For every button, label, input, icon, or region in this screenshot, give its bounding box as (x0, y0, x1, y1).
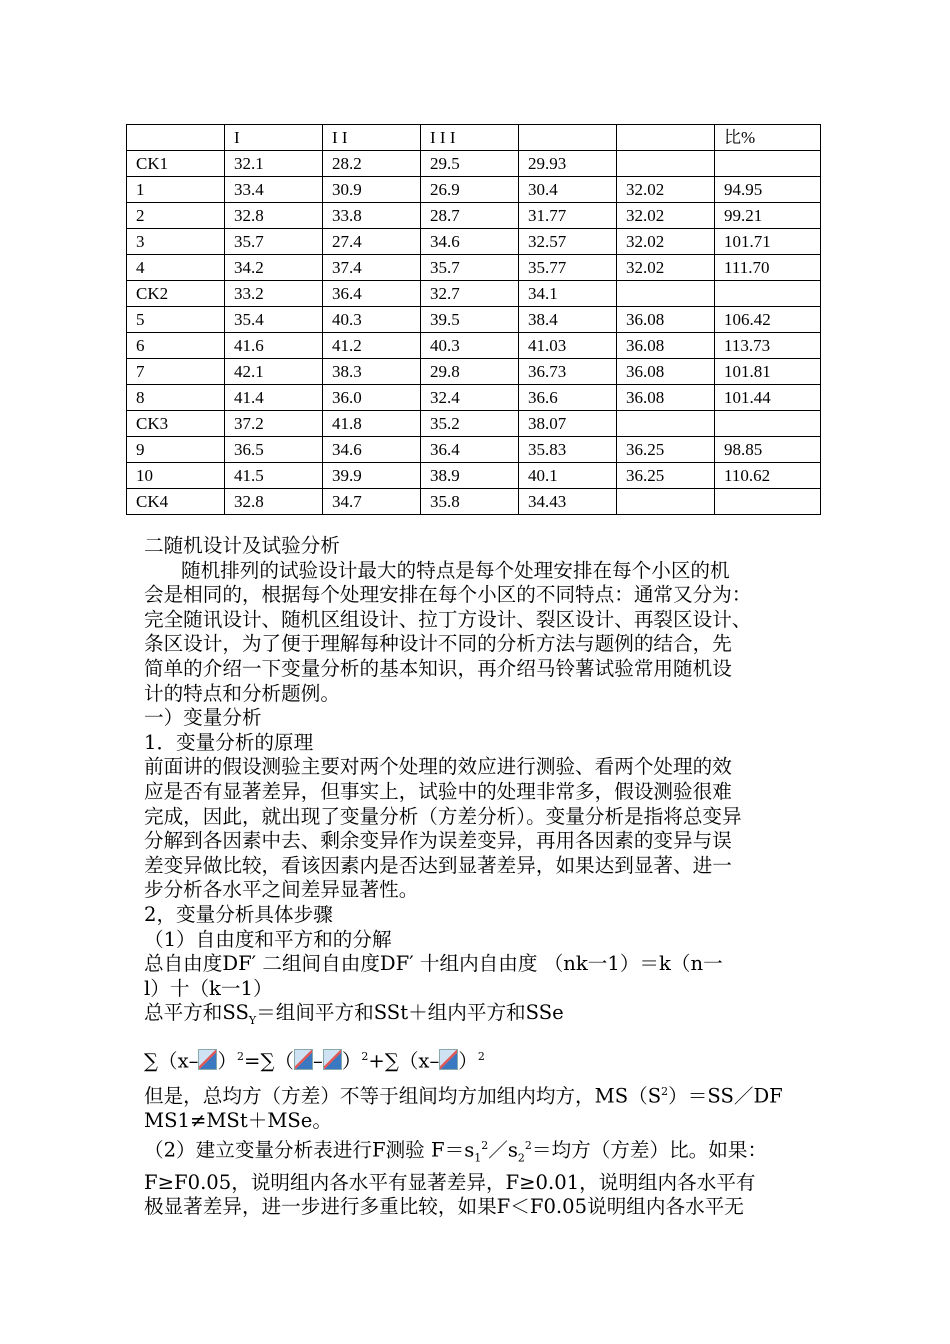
table-cell: 101.44 (715, 385, 821, 411)
table-cell: CK4 (127, 489, 225, 515)
text-run: ＝组间平方和SSt＋组内平方和SSe (256, 1001, 564, 1025)
paragraph-line: 应是否有显著差异，但事实上，试验中的处理非常多，假设测验很难 (144, 779, 732, 803)
table-cell: 30.4 (519, 177, 617, 203)
table-cell: 34.7 (323, 489, 421, 515)
table-cell: 35.77 (519, 255, 617, 281)
table-row (127, 281, 821, 307)
table-header-cell (617, 125, 715, 151)
formula-text: ） (217, 1049, 238, 1073)
table-cell (617, 411, 715, 437)
table-cell: 35.7 (225, 229, 323, 255)
table-cell (715, 151, 821, 177)
table-cell: 41.4 (225, 385, 323, 411)
formula-text: ） (341, 1049, 362, 1073)
table-cell: 33.4 (225, 177, 323, 203)
table-row (127, 411, 821, 437)
table-cell: 37.2 (225, 411, 323, 437)
table-row (127, 385, 821, 411)
superscript: 2 (361, 1049, 369, 1063)
table-cell: 4 (127, 255, 225, 281)
table-row (127, 489, 821, 515)
paragraph-line: 分解到各因素中去、剩余变异作为误差变异，再用各因素的变异与误 (144, 829, 732, 853)
table-cell: 36.6 (519, 385, 617, 411)
table-cell: 32.02 (617, 255, 715, 281)
paragraph-line (144, 1134, 816, 1171)
table-cell (715, 489, 821, 515)
superscript: 2 (481, 1138, 489, 1152)
paragraph-line: 前面讲的假设测验主要对两个处理的效应进行测验、看两个处理的效 (144, 755, 732, 779)
paragraph-line: 随机排列的试验设计最大的特点是每个处理安排在每个小区的机 (181, 558, 730, 582)
table-cell: 36.73 (519, 359, 617, 385)
table-cell: 37.4 (323, 255, 421, 281)
body-text (144, 534, 816, 1220)
table-cell: 41.5 (225, 463, 323, 489)
table-cell: 40.3 (323, 307, 421, 333)
table-cell: 36.25 (617, 463, 715, 489)
table-cell: 36.0 (323, 385, 421, 411)
table-cell: 32.02 (617, 229, 715, 255)
table-row (127, 359, 821, 385)
paragraph-line (144, 1001, 816, 1034)
table-cell: CK3 (127, 411, 225, 437)
paragraph-line: 会是相同的，根据每个处理安排在每个小区的不同特点：通常又分为： (144, 583, 752, 607)
text-run: （2）建立变量分析表进行F测验 F＝s (144, 1138, 475, 1162)
table-cell: 101.81 (715, 359, 821, 385)
subsection-heading: （1）自由度和平方和的分解 (144, 927, 392, 951)
superscript: 2 (477, 1049, 485, 1063)
table-header-cell: 比% (715, 125, 821, 151)
table-cell: 42.1 (225, 359, 323, 385)
table-cell: 98.85 (715, 437, 821, 463)
table-cell: 35.8 (421, 489, 519, 515)
subsection-heading: 2，变量分析具体步骤 (144, 902, 333, 926)
table-cell: 36.5 (225, 437, 323, 463)
subscript: 2 (517, 1150, 525, 1164)
text-run: 总平方和SS (144, 1001, 249, 1025)
table-row (127, 437, 821, 463)
table-cell: 2 (127, 203, 225, 229)
paragraph-line (144, 1080, 816, 1109)
table-cell: 28.2 (323, 151, 421, 177)
table-cell (617, 281, 715, 307)
formula-text: ） (458, 1049, 478, 1073)
table-cell: 32.7 (421, 281, 519, 307)
table-cell: 36.25 (617, 437, 715, 463)
table-cell (715, 411, 821, 437)
table-cell: 3 (127, 229, 225, 255)
paragraph-line: 计的特点和分析题例。 (144, 681, 340, 705)
table-cell: 34.2 (225, 255, 323, 281)
table-cell: 38.07 (519, 411, 617, 437)
table-cell (715, 281, 821, 307)
table-cell: 94.95 (715, 177, 821, 203)
table-row (127, 307, 821, 333)
table-cell: 36.08 (617, 359, 715, 385)
table-cell: 36.4 (421, 437, 519, 463)
table-cell: 106.42 (715, 307, 821, 333)
table-cell: 35.7 (421, 255, 519, 281)
formula-text: – (313, 1049, 323, 1073)
table-cell: 31.77 (519, 203, 617, 229)
table-cell: 10 (127, 463, 225, 489)
table-cell: 27.4 (323, 229, 421, 255)
table-row (127, 255, 821, 281)
text-run: ＝均方（方差）比。如果： (531, 1138, 768, 1162)
table-cell: 34.1 (519, 281, 617, 307)
table-cell: 38.3 (323, 359, 421, 385)
table-cell: 35.2 (421, 411, 519, 437)
table-cell (617, 489, 715, 515)
subscript: Y (248, 1014, 257, 1028)
paragraph-line: 完成，因此，就出现了变量分析（方差分析）。变量分析是指将总变异 (144, 804, 742, 828)
broken-image-icon (198, 1049, 217, 1070)
table-cell: 35.4 (225, 307, 323, 333)
paragraph-line: F≥F0.05，说明组内各水平有显著差异，F≥0.01，说明组内各水平有 (144, 1170, 756, 1194)
table-cell: 32.8 (225, 489, 323, 515)
table-cell: 110.62 (715, 463, 821, 489)
table-cell: 32.02 (617, 177, 715, 203)
table-cell: 7 (127, 359, 225, 385)
table-cell: 34.43 (519, 489, 617, 515)
table-cell: 101.71 (715, 229, 821, 255)
table-cell: 36.08 (617, 385, 715, 411)
superscript: 2 (524, 1138, 532, 1152)
superscript: 2 (237, 1049, 245, 1063)
paragraph-line: 步分析各水平之间差异显著性。 (144, 878, 419, 902)
table-cell: 29.5 (421, 151, 519, 177)
table-cell: 33.8 (323, 203, 421, 229)
table-header-row (127, 125, 821, 151)
paragraph-line: 完全随讯设计、随机区组设计、拉丁方设计、裂区设计、再裂区设计、 (144, 607, 752, 631)
table-cell: 34.6 (323, 437, 421, 463)
table-cell: 32.8 (225, 203, 323, 229)
table-cell: 36.08 (617, 333, 715, 359)
table-cell (617, 151, 715, 177)
paragraph-line: 简单的介绍一下变量分析的基本知识，再介绍马铃薯试验常用随机设 (144, 656, 732, 680)
subsection-heading: 1．变量分析的原理 (144, 730, 314, 754)
table-cell: 1 (127, 177, 225, 203)
table-row (127, 203, 821, 229)
table-cell: 34.6 (421, 229, 519, 255)
table-cell: 28.7 (421, 203, 519, 229)
table-cell: 9 (127, 437, 225, 463)
table-row (127, 177, 821, 203)
subsection-heading: 一）变量分析 (144, 706, 262, 730)
table-cell: 99.21 (715, 203, 821, 229)
table-cell: 38.9 (421, 463, 519, 489)
table-cell: 26.9 (421, 177, 519, 203)
table-header-cell (127, 125, 225, 151)
table-cell: 32.4 (421, 385, 519, 411)
table-row (127, 229, 821, 255)
formula-line (144, 1034, 816, 1080)
text-run: ）＝SS／DF (668, 1084, 783, 1108)
table-cell: 39.5 (421, 307, 519, 333)
table-cell: 5 (127, 307, 225, 333)
superscript: 2 (661, 1084, 669, 1098)
table-cell: 113.73 (715, 333, 821, 359)
section-heading: 二随机设计及试验分析 (144, 534, 340, 557)
broken-image-icon (323, 1049, 342, 1070)
table-cell: 30.9 (323, 177, 421, 203)
table-cell: 36.4 (323, 281, 421, 307)
table-cell: 32.57 (519, 229, 617, 255)
table-row (127, 333, 821, 359)
table-cell: 41.03 (519, 333, 617, 359)
table-header-cell (519, 125, 617, 151)
table-cell: 41.8 (323, 411, 421, 437)
table-cell: 40.1 (519, 463, 617, 489)
table-cell: 111.70 (715, 255, 821, 281)
subscript: 1 (474, 1150, 482, 1164)
paragraph-line: MS1≠MSt＋MSe。 (144, 1108, 332, 1132)
table-cell: 29.8 (421, 359, 519, 385)
table-cell: 33.2 (225, 281, 323, 307)
table-cell: 35.83 (519, 437, 617, 463)
table-cell: CK1 (127, 151, 225, 177)
table-cell: 40.3 (421, 333, 519, 359)
table-row (127, 151, 821, 177)
text-run: ／s (488, 1138, 518, 1162)
table-cell: 38.4 (519, 307, 617, 333)
text-run: 但是，总均方（方差）不等于组间均方加组内均方，MS（S (144, 1084, 662, 1108)
table-cell: 36.08 (617, 307, 715, 333)
formula-text: =∑（ (244, 1049, 295, 1073)
table-cell: 41.6 (225, 333, 323, 359)
paragraph-line: 总自由度DF′ 二组间自由度DF′ 十组内自由度 （nk一1）＝k（n一 (144, 952, 723, 976)
formula-text: ∑（x– (144, 1049, 199, 1073)
table-cell: 6 (127, 333, 225, 359)
table-cell: 29.93 (519, 151, 617, 177)
table-cell: 8 (127, 385, 225, 411)
formula-text: +∑（x– (368, 1049, 440, 1073)
table-cell: 32.1 (225, 151, 323, 177)
broken-image-icon (439, 1049, 458, 1070)
paragraph-line: 差变异做比较，看该因素内是否达到显著差异，如果达到显著、进一 (144, 853, 732, 877)
table-cell: 32.02 (617, 203, 715, 229)
table-cell: CK2 (127, 281, 225, 307)
table-header-cell: I I (323, 125, 421, 151)
paragraph-line: 极显著差异，进一步进行多重比较，如果F＜F0.05说明组内各水平无 (144, 1195, 744, 1219)
table-cell: 41.2 (323, 333, 421, 359)
table-header-cell: I I I (421, 125, 519, 151)
table-cell: 39.9 (323, 463, 421, 489)
broken-image-icon (294, 1049, 313, 1070)
paragraph-line: l）十（k一1） (144, 976, 273, 1000)
table-header-cell: I (225, 125, 323, 151)
paragraph-line: 条区设计，为了便于理解每种设计不同的分析方法与题例的结合，先 (144, 632, 732, 656)
table-row (127, 463, 821, 489)
data-table (126, 124, 821, 515)
